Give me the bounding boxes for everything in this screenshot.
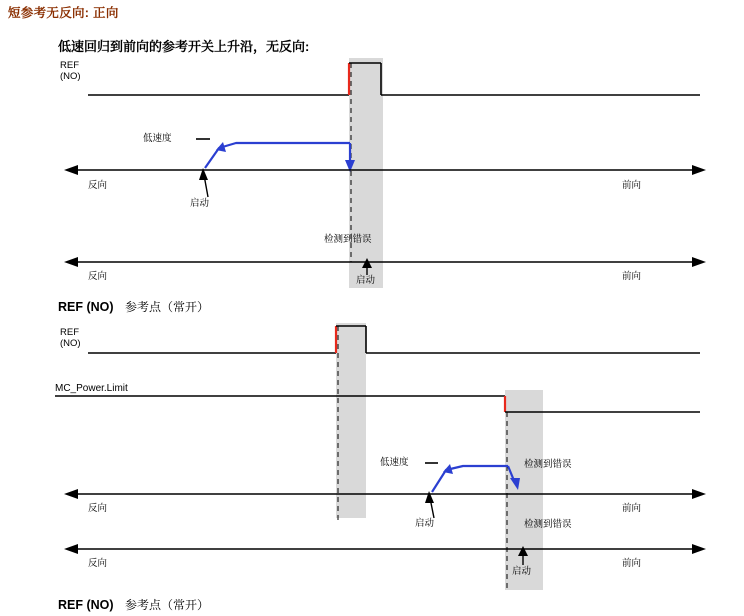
diagram2-velocity-profile <box>432 466 508 492</box>
diagram1-reverse-label-2: 反向 <box>88 271 108 282</box>
diagram2-error-label-2: 检测到错误 <box>524 519 572 530</box>
diagram1-start-label-2: 启动 <box>356 275 376 286</box>
diagram2-forward-label: 前向 <box>622 503 642 514</box>
diagram1-low-speed-label: 低速度 <box>143 133 172 144</box>
diagram1-ref-label: REF (NO) <box>60 60 81 82</box>
diagram2-ref-band <box>336 323 366 518</box>
diagram2-ref-label: REF (NO) <box>60 327 81 349</box>
diagram1-subtitle: 低速回归到前向的参考开关上升沿，无反向: <box>58 39 310 54</box>
diagram2-start-arrowhead <box>425 491 434 503</box>
diagram2-axis1-right-arrow <box>692 489 706 499</box>
diagram2-start-label-2: 启动 <box>512 566 532 577</box>
diagram2-axis1-left-arrow <box>64 489 78 499</box>
diagram2-forward-label-2: 前向 <box>622 558 642 569</box>
diagram2-axis2-right-arrow <box>692 544 706 554</box>
diagram1-start-label: 启动 <box>190 198 210 209</box>
diagram1-reverse-label: 反向 <box>88 180 108 191</box>
diagram2-start-label: 启动 <box>415 518 435 529</box>
diagram2-mcpower-label: MC_Power.Limit <box>55 383 128 394</box>
diagram2-axis2-left-arrow <box>64 544 78 554</box>
diagram1-error-label: 检测到错误 <box>324 234 372 245</box>
diagram2-caption: REF (NO) 参考点（常开） <box>58 598 210 612</box>
diagram1-forward-label: 前向 <box>622 180 642 191</box>
diagram2-reverse-label: 反向 <box>88 503 108 514</box>
diagram1-caption: REF (NO) 参考点（常开） <box>58 300 210 314</box>
diagram2-error-label: 检测到错误 <box>524 459 572 470</box>
diagram2-low-speed-label: 低速度 <box>380 457 409 468</box>
diagram2-error-band <box>505 390 543 590</box>
diagram2-reverse-label-2: 反向 <box>88 558 108 569</box>
page-title: 短参考无反向: 正向 <box>8 6 119 20</box>
diagram1-forward-label-2: 前向 <box>622 271 642 282</box>
